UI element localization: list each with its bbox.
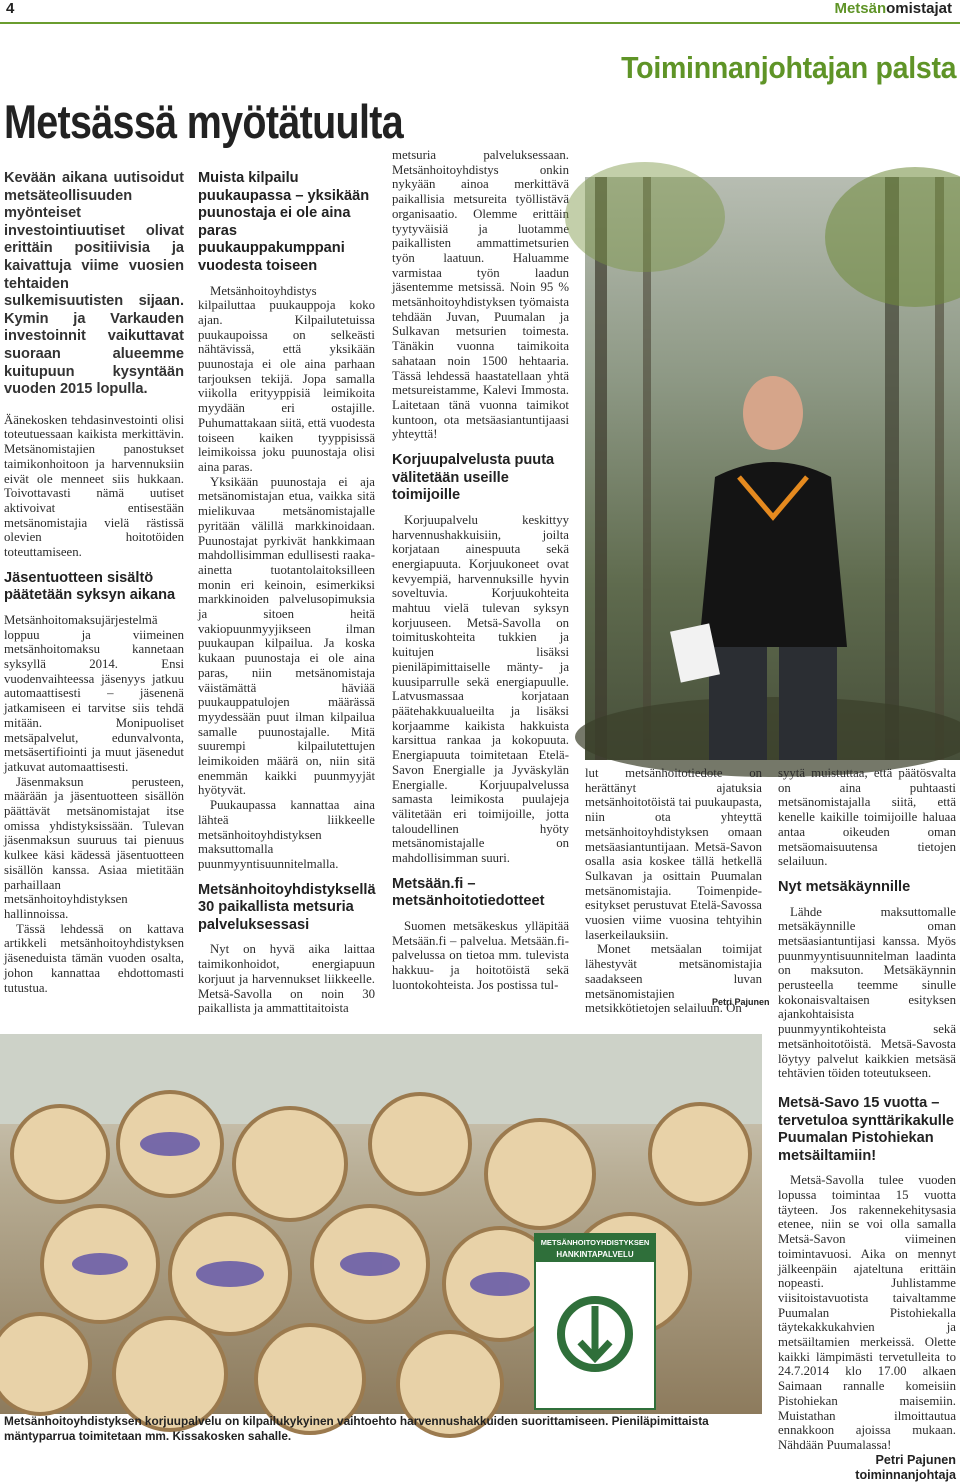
photo-log-pile <box>0 1034 762 1414</box>
subheading: Jäsentuotteen sisältö päätetään syksyn aikana <box>4 569 176 604</box>
paragraph: Äänekosken tehdasinvestointi olisi toteutuessaan kaikista merkittävin. Metsänomistajien panostukset taimikonhoitoon ja harvennuksiin eivät ole menneet siis hukkaan. Toivottavasti nämä uutiset aktivoivat entisestään metsänomistajia vielä rästissä olevien hoitotöiden toteuttamiseen. <box>4 412 184 560</box>
sign-text-line-2: HANKINTAPALVELU <box>556 1250 634 1259</box>
subheading: Nyt metsäkäynnille <box>778 878 911 895</box>
paragraph: Yksikään puunostaja ei aja metsänomistajan etua, vaikka sitä mielikuvaa metsänomistajalle pyritään välillä markkinoidaan. Puunostajat pyrkivät hankkimaan mahdollisimman edullisesti raaka-ainetta tuotantolaitoksilleen monin eri keinoin, esimerkiksi markkinoiden palvelusopimuksia ja sitoen heitä vakiopuunmyyjikseen ilman puukaupan kilpailua. Ja koska kukaan puunostaja ei ole aina paras, niin metsänomistaja väistämättä häviää puukauppatulojen määrässä myydessään puut ilman kilpailua samalle puunostajalle. Mitä suurempi kilpailutettujen leimikoiden määrä on, niin sitä enemmän kaikki puunmyyjät hyötyvät. <box>198 474 375 798</box>
signature-name: Petri Pajunen <box>875 1452 956 1467</box>
subheading: Muista kilpailu puukaupassa – yksikään puunostaja ei ole aina paras puukauppakumppani vuodesta toiseen <box>198 170 370 274</box>
header-rule <box>0 22 960 24</box>
publication-name <box>834 0 952 17</box>
paragraph: Nyt on hyvä aika laittaa taimikonhoidot, energiapuun korjuut ja harvennukset liikkeelle. Metsä-Savolla on noin 30 paikallista ja ammattitaitoista <box>198 942 375 1016</box>
column-3 <box>392 148 569 992</box>
subheading: Korjuupalvelusta puuta välitetään useille toimijoille <box>392 452 555 504</box>
paragraph: syytä muistuttaa, että päätösvalta on aina puhtaasti metsänomistajalla siitä, että kenelle kaikille toimijoille haluaa antaa oikeuden oman metsäomaisuutensa tietojen selailuun. <box>778 766 956 869</box>
subheading: Metsänhoitoyhdistyksellä 30 paikallista metsuria palveluksessasi <box>198 881 376 933</box>
lead-paragraph: Kevään aikana uutisoidut metsäteollisuuden myönteiset investointiuutiset olivat erittäin positiivisia ja kaivattuja viime vuosien tehtaiden sulkemisuutisten sijaan. Kymin ja Varkauden investoinnit vaikuttavat suoraan alueemme kuitupuun kysyntään vuoden 2015 lopulla. <box>4 170 184 398</box>
paragraph: Metsä-Savolla tulee vuoden lopussa toimintaa 15 vuotta täyteen. Jos rakennekehitysasia etenee, niin se voi olla samalla Metsä-Savon viimeinen toimintavuosi. Aika on mennyt jälkeenpäin ajateltuna erittäin nopeasti. Juhlistamme viisitoistavuotista taivaltamme Puumalan Pistohiekalla täytekakkukahvien ja metsäiltamien merkeissä. Olette kaikki lämpimästi tervetulleita to 24.7.2014 klo 17.00 alkaen Saimaan rannalle komeisiin Pistohiekan maisemiin. Muistathan ilmoittautua ennakkoon ajoissa mukaan. Nähdään Puumalassa! <box>778 1173 956 1452</box>
forester-illustration <box>585 177 960 760</box>
paragraph: Metsänhoitomaksujärjestelmä loppuu ja viimeinen metsänhoitomaksu kannetaan syksyllä 2014. Ensi vuodenvaihteessa jäsenyys jatkuu automaattisesti – jäsenenä jatkamiseen ei tarvitse siis tehdä mitään. Monipuoliset metsäpalvelut, edunvalvonta, metsäsertifiointi ja muut jäsenedut jatkuvat automaattisesti. <box>4 612 184 774</box>
subheading: Metsä-Savo 15 vuotta – tervetuloa synttärikakulle Puumalan Pistohiekan metsäiltamiin! <box>778 1094 955 1164</box>
section-title: Toiminnanjohtajan palsta <box>620 50 956 85</box>
page-number: 4 <box>6 0 15 17</box>
column-4 <box>585 766 762 1016</box>
hankintapalvelu-sign <box>535 1234 655 1409</box>
column-2 <box>198 170 375 1016</box>
photo-forester <box>585 177 960 760</box>
paragraph: Monet metsäalan toimijat lähestyvät metsänomistajia saadakseen luvan metsänomistajien metsikkötietojen selailuun. On <box>585 942 762 1016</box>
subheading: Metsään.fi – metsänhoitotiedotteet <box>392 875 545 910</box>
article-headline: Metsässä myötätuulta <box>4 95 404 148</box>
paragraph: Lähde maksuttomalle metsäkäynnille oman metsäasiantuntijasi kanssa. Myös puunmyyntisuunnitelman laadinta on maksuton. Metsäkäynnin perusteella teemme sinulle kokonaisvaltaisen esityksen ajankohtaisista puunmyyntikohteista sekä metsänhoitotöistä. Metsä-Savosta löytyy palvelut kaikkien metsäsä tehtävien töiden toteutukseen. <box>778 904 956 1081</box>
paragraph: lut metsänhoitotiedote on herättänyt ajatuksia metsänhoitotöistä tai puukaupasta, niin ota yhteyttä metsänhoitoyhdistyksen omaan metsäasiantuntijaan. Metsä-Savon osalla asia koskee tällä hetkellä Sulkavan ja osittain Puumalan metsänomistajia. Toimenpide-esitykset perustuvat Etelä-Savossa vuosien viime vuosina tehtyihin laserkeilauksiin. <box>585 766 762 942</box>
paragraph: Suomen metsäkeskus ylläpitää Metsään.fi – palvelua. Metsään.fi-palvelussa on tietoa mm. tulevista hakkuu- ja hoitotöistä sekä luontokohteista. Jos postissa tul- <box>392 918 569 992</box>
paragraph: Puukaupassa kannattaa aina lähteä liikkeelle metsänhoitoyhdistyksen maksuttomalla puunmyyntisuunnitelmalla. <box>198 798 375 871</box>
publication-name-green: Metsän <box>834 0 887 17</box>
sign-text-line-1: METSÄNHOITOYHDISTYKSEN <box>540 1238 650 1247</box>
paragraph: Jäsenmaksun perusteen, määrään ja jäsentuotteen sisällön päättävät metsänomistajat itse omissa yhdistyksissään. Tulevan jäsenmaksun suuruus tai pienuus kulkee käsi kädessä jäsentuotteen sisällön kanssa. Asiaa mietitään parhaillaan metsänhoitoyhdistyksen hallinnoissa. <box>4 774 184 921</box>
paragraph: metsuria palveluksessaan. Metsänhoitoyhdistys onkin nykyään ainoa merkittävä paikallisia metsureita työllistävä organisaatio. Olemme erittäin tyytyväisiä ja luotamme paikallisten ammattimetsurien työn laatuun. Haluamme varmistaa työn laadun jäsentemme metsissä. Noin 95 % metsänhoitoyhdistyksen työmaista tehdään Juvan, Puumalan ja Sulkavan metsurien toimesta. Tänäkin vuonna taimikoita sahataan noin 1500 hehtaaria. Tässä lehdessä haastatellaan yhtä metsureistamme, Kalevi Immosta. Laitetaan tänä vuonna taimikot kuntoon, ota metsäasiantuntijaasi yhteyttä! <box>392 148 569 442</box>
photo-caption: Metsänhoitoyhdistyksen korjuupalvelu on kilpailukykyinen vaihtoehto harvennushakkuiden suorittamiseen. Pieniläpimittaista mäntyparrua toimitetaan mm. Kissakosken sahalle. <box>4 1414 709 1443</box>
photo-credit: Petri Pajunen <box>712 997 770 1007</box>
paragraph: Korjuupalvelu keskittyy harvennushakkuisiin, joilta korjataan ainespuuta sekä energiapuuta. Korjuukoneet ovat kevyempiä, harvennuksille hyvin soveltuvia. Korjuukohteita mahtuu vielä tulevan syksyn korjuuseen. Metsä-Savolla on toimituskohteita tukkien ja kuitujen lisäksi pieniläpimittaiselle mänty- ja kuusiparrulle sekä energiapuulle. Latvusmassaa korjataan päätehakkuualueilta ja lisäksi korjaamme kaikista hakkuista karsittua rankaa ja kokopuuta. Energiapuuta toimitetaan Etelä-Savon Energialle ja Jyväskylän Energialle. Korjuupalvelussa samasta leimikosta puulajeja välitetään eri toimijoille, jotta taloudellinen hyöty metsänomistajalle on mahdollisimman suuri. <box>392 512 569 866</box>
signature-title: toiminnanjohtaja <box>855 1467 956 1482</box>
paragraph: Tässä lehdessä on kattava artikkeli metsänhoitoyhdistyksen jäseneduista tämän vuoden osalta, johon kannattaa ehdottomasti tutustua. <box>4 921 184 995</box>
column-5 <box>778 766 956 1483</box>
publication-name-dark: omistajat <box>886 0 952 17</box>
paragraph: Metsänhoitoyhdistys kilpailuttaa puukauppoja koko ajan. Kilpailutetuissa puukaupoissa on selkeästi nähtävissä, että yksikään puunostaja ei ole aina parhaan tarjouksen tekijä. Jopa samalla viikolla erityyppisiä leimikoita myydään eri ostajille. Puhumattakaan siitä, että vuodesta toiseen kaiken tyyppisissä leimikoissa joku puunostaja olisi aina paras. <box>198 283 375 474</box>
log-pile-illustration <box>0 1034 762 1414</box>
column-1 <box>4 170 184 995</box>
